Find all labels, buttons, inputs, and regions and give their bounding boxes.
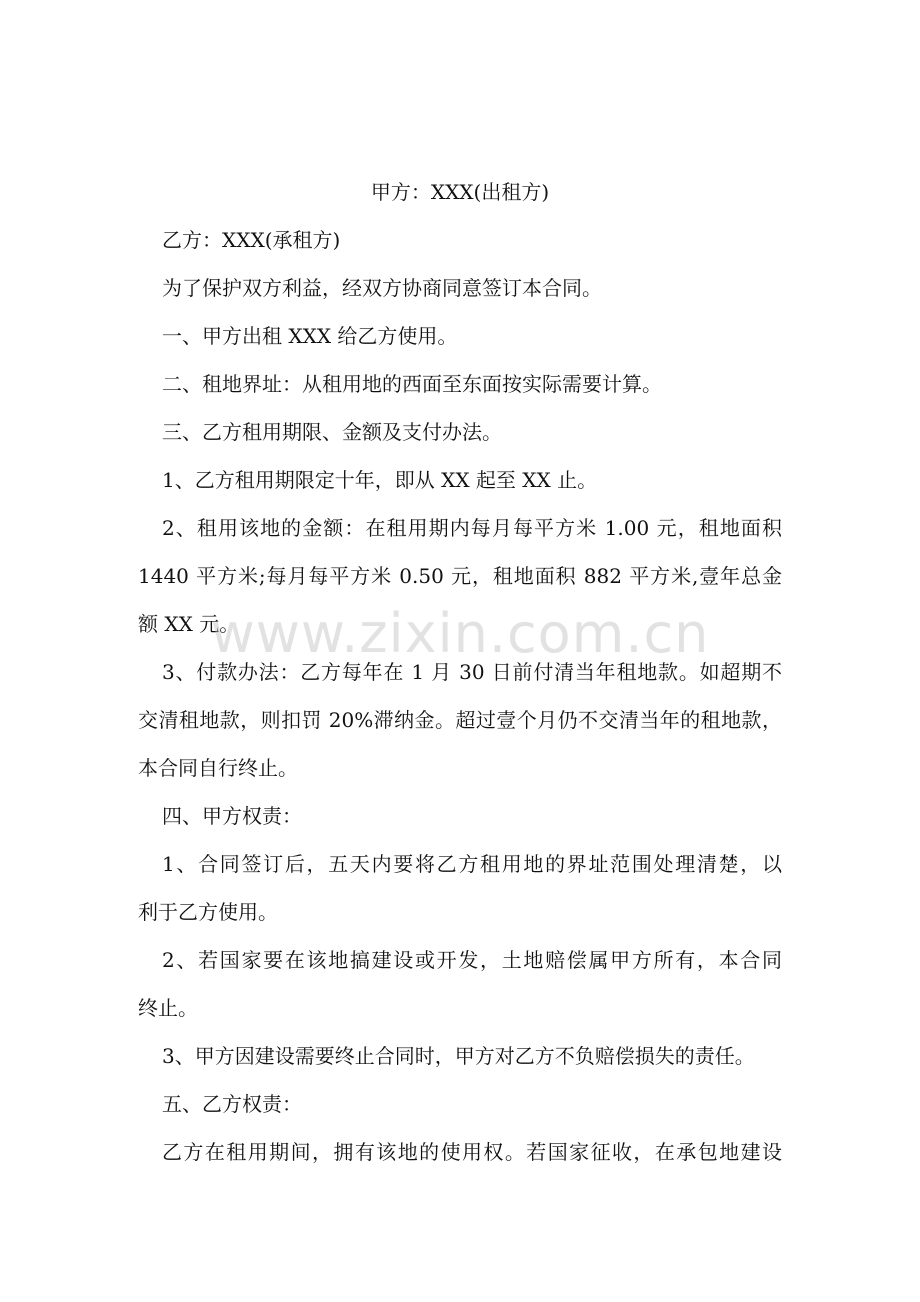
- clause-1-line: 一、甲方出租 XXX 给乙方使用。: [162, 324, 458, 348]
- clause-3-item-1: 1、乙方租用期限定十年，即从 XX 起至 XX 止。: [162, 468, 598, 492]
- party-a-line: 甲方：XXX(出租方): [370, 180, 550, 204]
- party-b-line: 乙方：XXX(承租方): [162, 228, 341, 252]
- preamble-line: 为了保护双方利益，经双方协商同意签订本合同。: [162, 276, 602, 300]
- clause-3-item-2-line-3: 额 XX 元。: [138, 612, 240, 636]
- clause-3-item-2-line-1: 2、租用该地的金额：在租用期内每月每平方米 1.00 元，租地面积: [162, 516, 782, 540]
- clause-4-item-2-line-1: 2、若国家要在该地搞建设或开发，土地赔偿属甲方所有，本合同: [162, 948, 782, 972]
- clause-5-body-line-1: 乙方在租用期间，拥有该地的使用权。若国家征收，在承包地建设: [162, 1140, 782, 1164]
- clause-5-heading: 五、乙方权责：: [162, 1092, 302, 1116]
- clause-3-item-3-line-1: 3、付款办法：乙方每年在 1 月 30 日前付清当年租地款。如超期不: [162, 660, 782, 684]
- clause-4-item-1-line-1: 1、合同签订后，五天内要将乙方租用地的界址范围处理清楚，以: [162, 852, 782, 876]
- clause-4-item-2-line-2: 终止。: [138, 996, 198, 1020]
- clause-4-item-1-line-2: 利于乙方使用。: [138, 900, 278, 924]
- clause-2-line: 二、租地界址：从租用地的西面至东面按实际需要计算。: [162, 372, 662, 396]
- clause-3-item-3-line-2: 交清租地款，则扣罚 20%滞纳金。超过壹个月仍不交清当年的租地款，: [138, 708, 782, 732]
- clause-3-heading: 三、乙方租用期限、金额及支付办法。: [162, 420, 502, 444]
- watermark-text: www.zixin.com.cn: [210, 602, 710, 665]
- clause-3-item-2-line-2: 1440 平方米;每月每平方米 0.50 元，租地面积 882 平方米,壹年总金: [138, 564, 782, 588]
- clause-4-heading: 四、甲方权责：: [162, 804, 302, 828]
- clause-4-item-3: 3、甲方因建设需要终止合同时，甲方对乙方不负赔偿损失的责任。: [162, 1044, 755, 1068]
- clause-3-item-3-line-3: 本合同自行终止。: [138, 756, 298, 780]
